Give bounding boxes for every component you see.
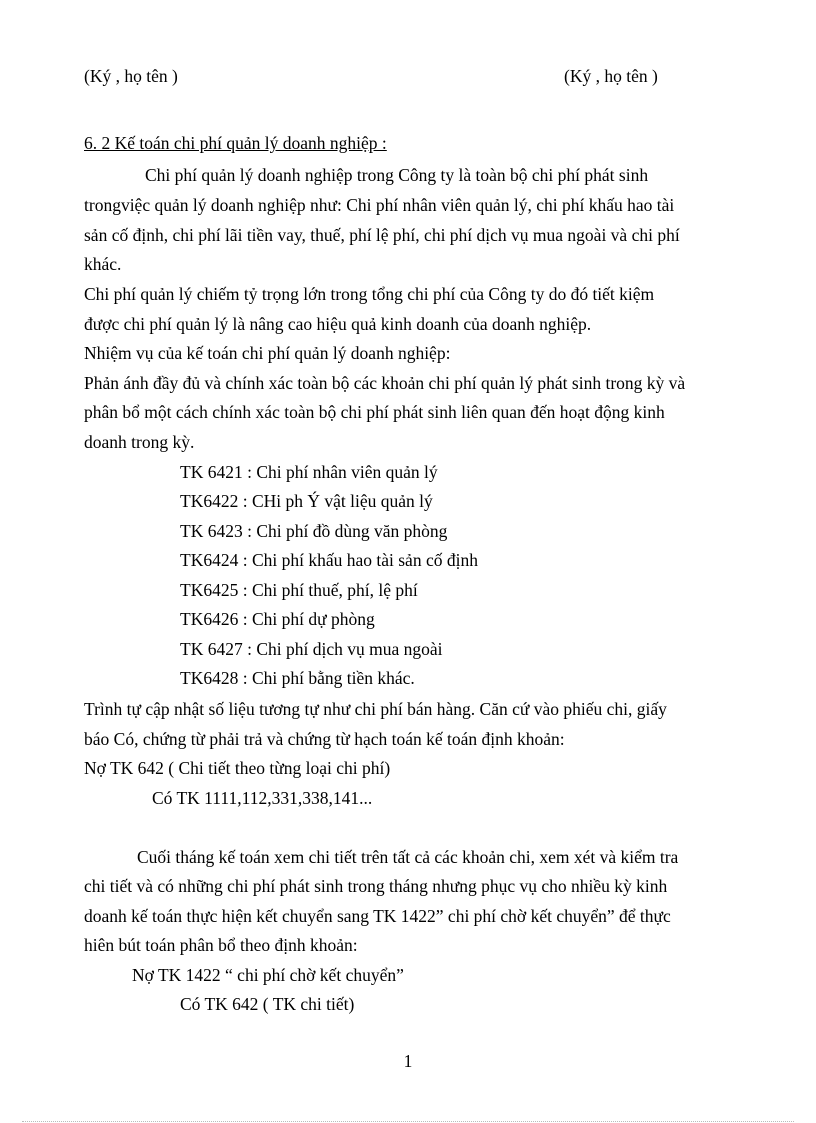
task-heading: Nhiệm vụ của kế toán chi phí quản lý doanh nghiệp: xyxy=(84,343,451,363)
paragraph5-line: Cuối tháng kế toán xem chi tiết trên tất cả các khoản chi, xem xét và kiểm tra xyxy=(137,847,679,867)
account-item: TK6428 : Chi phí bằng tiền khác. xyxy=(180,668,415,688)
paragraph1-line: sản cố định, chi phí lãi tiền vay, thuế, phí lệ phí, chi phí dịch vụ mua ngoài và chi phí xyxy=(84,225,680,245)
account-item: TK6422 : CHi ph Ý vật liệu quản lý xyxy=(180,491,433,511)
account-item: TK6426 : Chi phí dự phòng xyxy=(180,609,375,629)
entry2-debit: Nợ TK 1422 “ chi phí chờ kết chuyển” xyxy=(132,965,404,985)
paragraph2-line: Chi phí quản lý chiếm tỷ trọng lớn trong tổng chi phí của Công ty do đó tiết kiệm xyxy=(84,284,655,304)
account-item: TK 6427 : Chi phí dịch vụ mua ngoài xyxy=(180,639,443,659)
footer-rule xyxy=(22,1121,794,1122)
entry1-debit: Nợ TK 642 ( Chi tiết theo từng loại chi phí) xyxy=(84,758,391,778)
page-number: 1 xyxy=(403,1051,413,1071)
paragraph3-line: Phản ánh đầy đủ và chính xác toàn bộ các khoản chi phí quản lý phát sinh trong kỳ và xyxy=(84,373,686,393)
section-heading: 6. 2 Kế toán chi phí quản lý doanh nghiệp : xyxy=(84,133,387,153)
account-item: TK6424 : Chi phí khấu hao tài sản cố định xyxy=(180,550,478,570)
entry1-credit: Có TK 1111,112,331,338,141... xyxy=(152,788,373,808)
paragraph1-line: trongviệc quản lý doanh nghiệp như: Chi phí nhân viên quản lý, chi phí khấu hao tài xyxy=(84,195,675,215)
paragraph2-line: được chi phí quản lý là nâng cao hiệu quả kinh doanh của doanh nghiệp. xyxy=(84,314,592,334)
paragraph3-line: doanh trong kỳ. xyxy=(84,432,195,452)
account-item: TK6425 : Chi phí thuế, phí, lệ phí xyxy=(180,580,418,600)
entry2-credit: Có TK 642 ( TK chi tiết) xyxy=(180,994,355,1014)
paragraph1-line: Chi phí quản lý doanh nghiệp trong Công ty là toàn bộ chi phí phát sinh xyxy=(145,165,649,185)
paragraph4-line: báo Có, chứng từ phải trả và chứng từ hạch toán kế toán định khoản: xyxy=(84,729,565,749)
paragraph1-line: khác. xyxy=(84,254,122,274)
paragraph5-line: chi tiết và có những chi phí phát sinh trong tháng nhưng phục vụ cho nhiều kỳ kinh xyxy=(84,876,668,896)
paragraph4-line: Trình tự cập nhật số liệu tương tự như chi phí bán hàng. Căn cứ vào phiếu chi, giấy xyxy=(84,699,667,719)
paragraph3-line: phân bổ một cách chính xác toàn bộ chi phí phát sinh liên quan đến hoạt động kinh xyxy=(84,402,665,422)
account-item: TK 6423 : Chi phí đồ dùng văn phòng xyxy=(180,521,448,541)
paragraph5-line: doanh kế toán thực hiện kết chuyển sang TK 1422” chi phí chờ kết chuyển” để thực xyxy=(84,906,671,926)
paragraph5-line: hiên bút toán phân bổ theo định khoản: xyxy=(84,935,358,955)
signature-right: (Ký , họ tên ) xyxy=(564,66,658,86)
account-item: TK 6421 : Chi phí nhân viên quản lý xyxy=(180,462,438,482)
signature-left: (Ký , họ tên ) xyxy=(84,66,178,86)
